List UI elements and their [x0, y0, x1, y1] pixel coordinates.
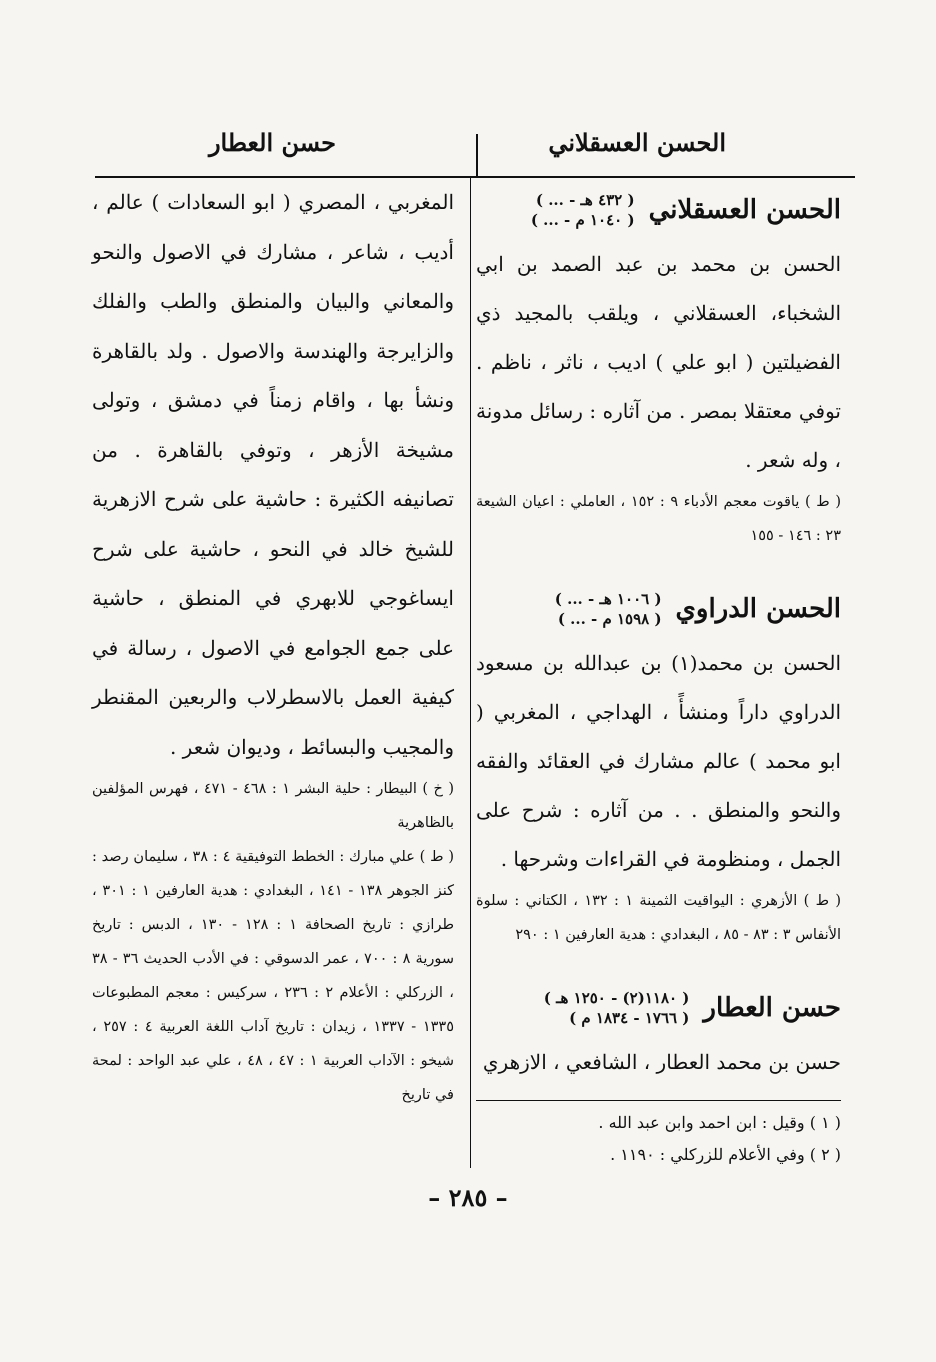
- entry-heading: [476, 190, 841, 230]
- hijri-dates: ( ... - ١٠٠٦ هـ ): [554, 590, 662, 608]
- entry-dates: [531, 190, 635, 230]
- entry-body-continued: المغربي ، المصري ( ابو السعادات ) عالم ، أديب ، شاعر ، مشارك في الاصول والنحو والمعاني والبيان والمنطق والطب والفلك والزايرجة والهندسة والاصول . ولد بالقاهرة ونشأ بها ، واقام زمناً في دمشق ، وتولى مشيخة الأزهر ، وتوفي بالقاهرة . من تصانيفه الكثيرة : حاشية على شرح الازهرية للشيخ خالد في النحو ، حاشية على شرح ايساغوجي للابهري في المنطق ، حاشية على جمع الجوامع في الاصول ، رسالة في كيفية العمل بالاسطرلاب والربعين المقنطر والمجيب والبسائط ، وديوان شعر .: [92, 190, 454, 759]
- entry-body: حسن بن محمد العطار ، الشافعي ، الازهري: [482, 1050, 841, 1074]
- gregorian-dates: ( ... - ١٠٤٠ م ): [530, 211, 635, 229]
- footnotes: [476, 1100, 841, 1171]
- entry-body: الحسن بن محمد(١) بن عبدالله بن مسعود الدراوي داراً ومنشأً ، الهداجي ، المغربي ( ابو محمد ) عالم مشارك في العقائد والفقه والنحو والمنطق . . من آثاره : شرح على الجمل ، ومنظومة في القراءات وشرحها .: [476, 651, 842, 871]
- entry-dates: [555, 589, 662, 629]
- footnote-1: ( ١ ) وقيل : ابن احمد وابن عبد الله .: [598, 1113, 841, 1132]
- entry-name: الحسن الدراوي: [675, 594, 841, 624]
- left-column: [92, 178, 454, 1112]
- entry-references: ( ط ) الأزهري : اليواقيت الثمينة ١ : ١٣٢ ، الكتاني : سلوة الأنفاس ٣ : ٨٣ - ٨٥ ، البغدادي : هدية العارفين ١ : ٢٩٠: [476, 893, 841, 943]
- entry-name: حسن العطار: [703, 993, 841, 1023]
- hijri-dates: ( ... - ٤٣٢ هـ ): [535, 191, 635, 209]
- entry-heading: [476, 589, 841, 629]
- footnote-2: ( ٢ ) وفي الأعلام للزركلي : ١١٩٠ .: [610, 1145, 841, 1164]
- entry-references: ( ط ) ياقوت معجم الأدباء ٩ : ١٥٢ ، العاملي : اعيان الشيعة ٢٣ : ١٤٦ - ١٥٥: [476, 494, 841, 544]
- hijri-dates: ( ١١٨٠(٢) - ١٢٥٠ هـ ): [543, 989, 690, 1007]
- header-divider: [476, 134, 478, 178]
- running-header-left: حسن العطار: [208, 128, 336, 157]
- running-header-right: الحسن العسقلاني: [548, 128, 726, 157]
- gregorian-dates: ( ... - ١٥٩٨ م ): [557, 610, 662, 628]
- right-column: [476, 182, 841, 1087]
- page-number: – ٢٨٥ –: [428, 1183, 508, 1212]
- gregorian-dates: ( ١٧٦٦ - ١٨٣٤ م ): [569, 1009, 690, 1027]
- printed-references: ( ط ) علي مبارك : الخطط التوفيقية ٤ : ٣٨ ، سليمان رصد : كنز الجوهر ١٣٨ - ١٤١ ، البغدادي : هدية العارفين ١ : ٣٠١ ، طرازي : تاريخ الصحافة ١ : ١٢٨ - ١٣٠ ، الدبس : تاريخ سورية ٨ : ٧٠٠ ، عمر الدسوقي : في الأدب الحديث ٣٦ - ٣٨ ، الزركلي : الأعلام ٢ : ٢٣٦ ، سركيس : معجم المطبوعات ١٣٣٥ - ١٣٣٧ ، زيدان : تاريخ آداب اللغة العربية ٤ : ٢٥٧ ، شيخو : الآداب العربية ١ : ٤٧ ، ٤٨ ، علي عبد الواحد : لمحة في تاريخ: [92, 849, 455, 1103]
- entry-heading: [476, 988, 841, 1028]
- entry-dates: [544, 988, 690, 1028]
- entry-body: الحسن بن محمد بن عبد الصمد بن ابي الشخباء، العسقلاني ، ويلقب بالمجيد ذي الفضيلتين ( ابو علي ) اديب ، ناثر ، ناظم . توفي معتقلا بمصر . من آثاره : رسائل مدونة ، وله شعر .: [476, 252, 841, 472]
- entry-name: الحسن العسقلاني: [648, 195, 841, 225]
- column-divider: [470, 178, 471, 1168]
- manuscript-references: ( خ ) البيطار : حلية البشر ١ : ٤٦٨ - ٤٧١ ، فهرس المؤلفين بالظاهرية: [92, 781, 454, 831]
